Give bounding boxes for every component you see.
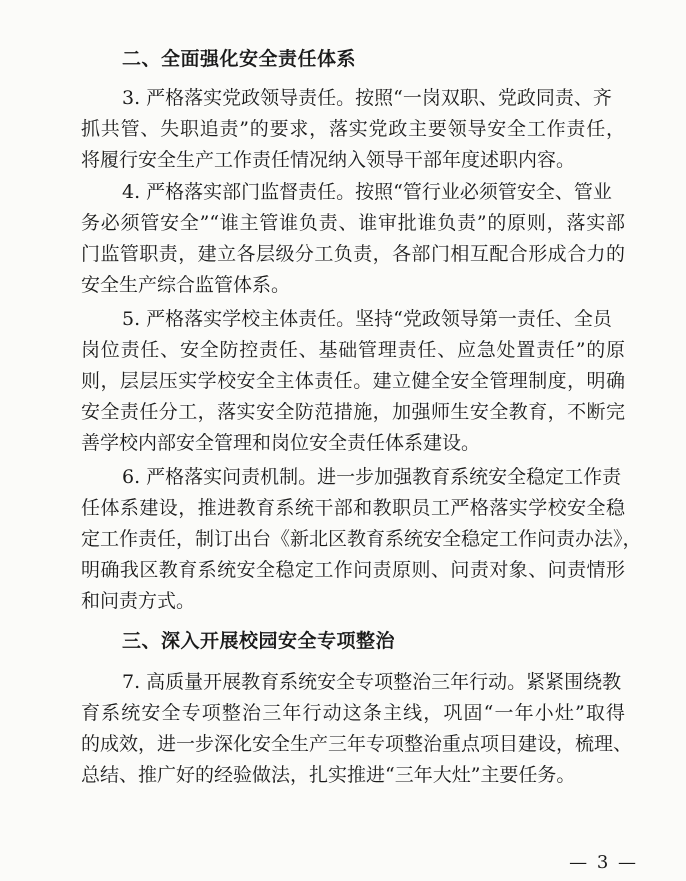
paragraph-6-line-3: 定工作责任，制订出台《新北区教育系统安全稳定工作问责办法》， <box>81 528 642 550</box>
paragraph-6-line-5: 和问责方式。 <box>81 590 196 612</box>
paragraph-5-line-5: 善学校内部安全管理和岗位安全责任体系建设。 <box>81 432 481 454</box>
paragraph-4-line-4: 安全生产综合监管体系。 <box>81 274 291 296</box>
paragraph-7-line-2: 育系统安全专项整治三年行动这条主线，巩固“一年小灶”取得 <box>81 702 625 724</box>
paragraph-5-line-1: 5. 严格落实学校主体责任。坚持“党政领导第一责任、全员 <box>122 308 612 330</box>
paragraph-4-line-3: 门监管职责，建立各层级分工负责，各部门相互配合形成合力的 <box>81 243 625 265</box>
paragraph-6-line-1: 6. 严格落实问责机制。进一步加强教育系统安全稳定工作责 <box>122 466 622 488</box>
paragraph-5-line-4: 安全责任分工，落实安全防范措施，加强师生安全教育，不断完 <box>81 401 625 423</box>
section-heading-3: 三、深入开展校园安全专项整治 <box>122 630 396 652</box>
paragraph-4-line-1: 4. 严格落实部门监督责任。按照“管行业必须管安全、管业 <box>122 181 612 203</box>
paragraph-4-line-2: 务必须管安全”“谁主管谁负责、谁审批谁负责”的原则，落实部 <box>81 212 625 234</box>
section-heading-2: 二、全面强化安全责任体系 <box>122 48 357 70</box>
paragraph-3-line-3: 将履行安全生产工作责任情况纳入领导干部年度述职内容。 <box>81 149 576 171</box>
paragraph-3-line-1: 3. 严格落实党政领导责任。按照“一岗双职、党政同责、齐 <box>122 87 612 109</box>
paragraph-6-line-2: 任体系建设，推进教育系统干部和教职员工严格落实学校安全稳 <box>81 497 625 519</box>
page-number: — 3 — <box>569 852 638 873</box>
paragraph-7-line-3: 的成效，进一步深化安全生产三年专项整治重点项目建设，梳理、 <box>81 733 633 755</box>
paragraph-5-line-2: 岗位责任、安全防控责任、基础管理责任、应急处置责任”的原 <box>81 339 625 361</box>
paragraph-6-line-4: 明确我区教育系统安全稳定工作问责原则、问责对象、问责情形 <box>81 559 625 581</box>
paragraph-7-line-1: 7. 高质量开展教育系统安全专项整治三年行动。紧紧围绕教 <box>122 671 622 693</box>
paragraph-3-line-2: 抓共管、失职追责”的要求，落实党政主要领导安全工作责任， <box>81 118 625 140</box>
paragraph-5-line-3: 则，层层压实学校安全主体责任。建立健全安全管理制度，明确 <box>81 370 625 392</box>
paragraph-7-line-4: 总结、推广好的经验做法，扎实推进“三年大灶”主要任务。 <box>81 764 576 786</box>
